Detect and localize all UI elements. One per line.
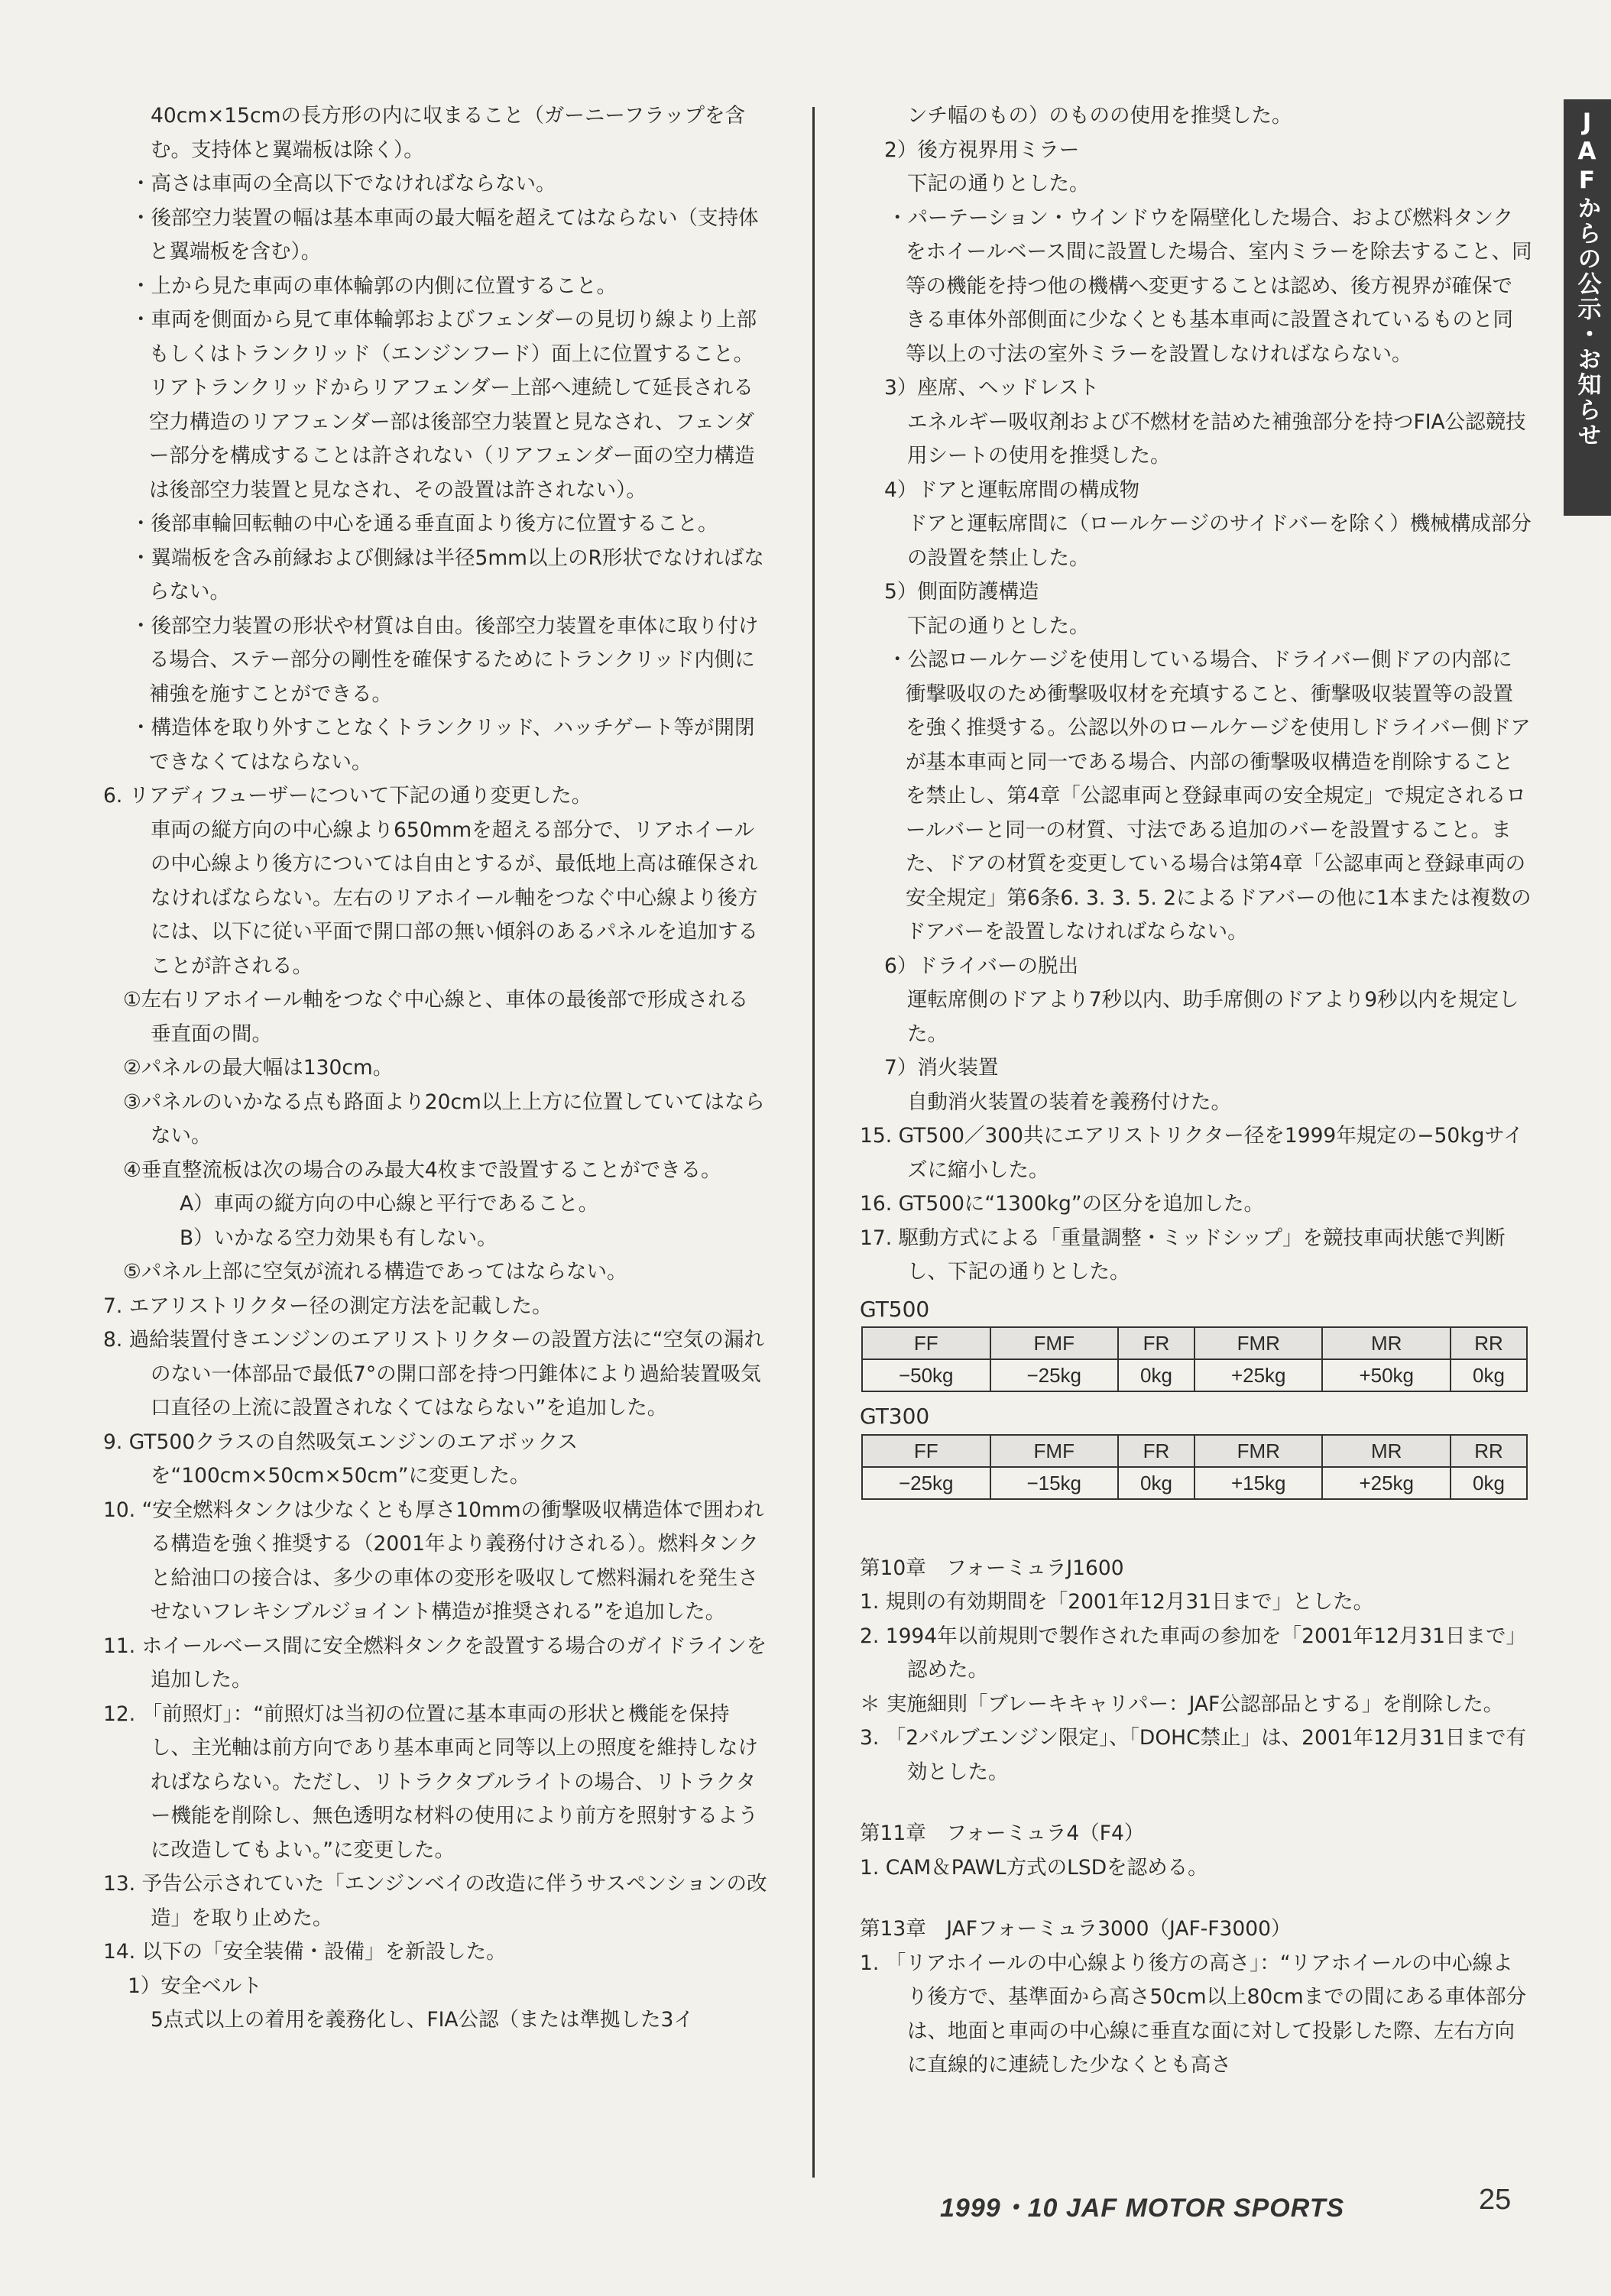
table-cell: +25kg [1194,1359,1323,1391]
table-header-cell: MR [1322,1435,1451,1467]
table-header-cell: FMR [1194,1327,1323,1359]
paragraph: 5点式以上の着用を義務化し、FIA公認（または準拠した3イ [151,2008,694,2032]
paragraph: 運転席側のドアより7秒以内、助手席側のドアより9秒以内を規定した。 [907,988,1519,1046]
gt500-table-label: GT500 [860,1296,930,1322]
paragraph: ・翼端板を含み前縁および側縁は半径5mm以上のR形状でなければならない。 [131,546,764,604]
gt300-table-label: GT300 [860,1404,930,1429]
paragraph: 7）消火装置 [884,1056,999,1080]
paragraph: 2）後方視界用ミラー [884,138,1080,162]
paragraph: 5）側面防護構造 [884,580,1039,604]
table-row [862,1467,1527,1499]
paragraph: 3. 「2バルブエンジン限定」、「DOHC禁止」は、2001年12月31日まで有効とした。 [860,1726,1526,1784]
table-cell: −25kg [990,1359,1119,1391]
right-column-bottom [860,1507,1532,2083]
paragraph: 10. “安全燃料タンクは少なくとも厚さ10mmの衝撃吸収構造体で囲われる構造を強く推奨する（2001年より義務付けされる）。燃料タンクと給油口の接合は、多少の車体の変形を吸収して燃料漏れを発生させないフレキシブルジョイント構造が推奨される”を追加した。 [103,1498,764,1624]
table-header-cell: FMR [1194,1435,1323,1467]
page-number: 25 [1479,2184,1512,2216]
paragraph: 11. ホイールベース間に安全燃料タンクを設置する場合のガイドラインを追加した。 [103,1634,767,1692]
table-cell: 0kg [1451,1467,1527,1499]
paragraph: 12. 「前照灯」：“前照灯は当初の位置に基本車両の形状と機能を保持し、主光軸は前方向であり基本車両と同等以上の照度を維持しなければならない。ただし、リトラクタブルライトの場合、リトラクター機能を削除し、無色透明な材料の使用により前方を照射するように改造してもよい。”に変更した。 [103,1702,758,1862]
table-header-cell: FMF [990,1435,1119,1467]
paragraph: 14. 以下の「安全装備・設備」を新設した。 [103,1940,507,1964]
table-cell: 0kg [1118,1467,1194,1499]
paragraph: 17. 駆動方式による「重量調整・ミッドシップ」を競技車両状態で判断し、下記の通りとした。 [860,1226,1506,1284]
paragraph: ・車両を側面から見て車体輪郭およびフェンダーの見切り線より上部もしくはトランクリッド（エンジンフード）面上に位置すること。リアトランクリッドからリアフェンダー上部へ連続して延長される空力構造のリアフェンダー部は後部空力装置と見なされ、フェンダー部分を構成することは許されない（リアフェンダー面の空力構造は後部空力装置と見なされ、その設置は許されない）。 [131,308,757,502]
chapter-heading: 第10章 フォーミュラJ1600 [860,1556,1124,1580]
paragraph: ①左右リアホイール軸をつなぐ中心線と、車体の最後部で形成される垂直面の間。 [123,988,749,1046]
paragraph: 車両の縦方向の中心線より650mmを超える部分で、リアホイールの中心線より後方については自由とするが、最低地上高は確保されなければならない。左右のリアホイール軸をつなぐ中心線より後方には、以下に従い平面で開口部の無い傾斜のあるパネルを追加することが許される。 [151,818,758,978]
paragraph: ②パネルの最大幅は130cm。 [123,1056,394,1080]
paragraph: 1. 「リアホイールの中心線より後方の高さ」：“リアホイールの中心線より後方で、基準面から高さ50cm以上80cmまでの間にある車体部分は、地面と車両の中心線に垂直な面に対して投影した際、左右方向に直線的に連続した少なくとも高さ [860,1951,1527,2077]
table-header-cell: RR [1451,1435,1527,1467]
paragraph: 8. 過給装置付きエンジンのエアリストリクターの設置方法に“空気の漏れのない一体部品で最低7°の開口部を持つ円錐体により過給装置吸気口直径の上流に設置されなくてはならない”を追加した。 [103,1328,764,1420]
gt300-weight-table [861,1434,1528,1500]
table-cell: −15kg [990,1467,1119,1499]
table-row [862,1359,1527,1391]
paragraph: ③パネルのいかなる点も路面より20cm以上上方に位置していてはならない。 [123,1090,765,1148]
table-cell: −50kg [862,1359,990,1391]
section-tab [1564,99,1611,516]
paragraph: ドアと運転席間に（ロールケージのサイドバーを除く）機械構成部分の設置を禁止した。 [907,512,1532,570]
paragraph: 16. GT500に“1300kg”の区分を追加した。 [860,1192,1264,1216]
table-header-row [862,1435,1527,1467]
chapter-heading: 第11章 フォーミュラ4（F4） [860,1822,1145,1845]
paragraph: 15. GT500／300共にエアリストリクター径を1999年規定の−50kgサイズに縮小した。 [860,1124,1524,1182]
table-header-cell: FF [862,1327,990,1359]
table-header-row [862,1327,1527,1359]
paragraph: ⑤パネル上部に空気が流れる構造であってはならない。 [123,1260,627,1284]
chapter-heading: 第13章 JAFフォーミュラ3000（JAF-F3000） [860,1917,1292,1941]
paragraph: 4）ドアと運転席間の構成物 [884,478,1140,502]
table-header-cell: FR [1118,1435,1194,1467]
right-column [860,99,1532,2083]
spacer [860,1507,1532,1524]
table-header-cell: MR [1322,1327,1451,1359]
paragraph: 自動消火装置の装着を義務付けた。 [907,1090,1231,1114]
paragraph: 6）ドライバーの脱出 [884,954,1079,978]
paragraph: ④垂直整流板は次の場合のみ最大4枚まで設置することができる。 [123,1158,721,1182]
table-cell: −25kg [862,1467,990,1499]
paragraph: 3）座席、ヘッドレスト [884,376,1100,400]
paragraph: ・上から見た車両の車体輪郭の内側に位置すること。 [131,274,617,298]
table-cell: +15kg [1194,1467,1323,1499]
section-tab-label: JAFからの公示・お知らせ [1573,108,1601,448]
table-header-cell: FR [1118,1327,1194,1359]
paragraph: 1. CAM＆PAWL方式のLSDを認める。 [860,1855,1208,1880]
paragraph: ンチ幅のもの）のものの使用を推奨した。 [907,104,1292,128]
paragraph: 6. リアディフューザーについて下記の通り変更した。 [103,784,592,808]
paragraph: 下記の通りとした。 [907,172,1090,196]
gt500-weight-table [861,1326,1528,1392]
paragraph: ・後部空力装置の幅は基本車両の最大幅を超えてはならない（支持体と翼端板を含む）。 [131,206,759,264]
table-header-cell: RR [1451,1327,1527,1359]
column-divider [812,107,815,2178]
paragraph: A）車両の縦方向の中心線と平行であること。 [180,1192,599,1216]
paragraph: 1. 規則の有効期間を「2001年12月31日まで」とした。 [860,1590,1374,1614]
footer-magazine-title: 1999・10 JAF MOTOR SPORTS [940,2194,1345,2223]
table-cell: 0kg [1118,1359,1194,1391]
paragraph: ・公認ロールケージを使用している場合、ドライバー側ドアの内部に衝撃吸収のため衝撃吸収材を充填すること、衝撃吸収装置等の設置を強く推奨する。公認以外のロールケージを使用しドライバー側ドアが基本車両と同一である場合、内部の衝撃吸収構造を削除することを禁止し、第4章「公認車両と登録車両の安全規定」で規定されるロールバーと同一の材質、寸法である追加のバーを設置すること。また、ドアの材質を変更している場合は第4章「公認車両と登録車両の安全規定」第6条6. 3. 3. 5. 2によるドアバーの他に1本または複数のドアバーを設置しなければならない。 [887,648,1532,944]
paragraph: 40cm×15cmの長方形の内に収まること（ガーニーフラップを含む。支持体と翼端板は除く）。 [151,104,746,162]
right-column-top [860,99,1532,1290]
table-cell: 0kg [1451,1359,1527,1391]
table-cell: +25kg [1322,1467,1451,1499]
paragraph: ・後部車輪回転軸の中心を通る垂直面より後方に位置すること。 [131,512,718,536]
paragraph: ・後部空力装置の形状や材質は自由。後部空力装置を車体に取り付ける場合、ステー部分の剛性を確保するためにトランクリッド内側に補強を施すことができる。 [131,614,759,706]
paragraph: 2. 1994年以前規則で製作された車両の参加を「2001年12月31日まで」認めた。 [860,1624,1527,1682]
paragraph: ・高さは車両の全高以下でなければならない。 [131,172,556,196]
paragraph: 7. エアリストリクター径の測定方法を記載した。 [103,1294,553,1318]
paragraph: 9. GT500クラスの自然吸気エンジンのエアボックスを“100cm×50cm×50cm”に変更した。 [103,1430,579,1488]
paragraph: ＊ 実施細則「ブレーキキャリパー：JAF公認部品とする」を削除した。 [860,1692,1504,1716]
paragraph: 13. 予告公示されていた「エンジンベイの改造に伴うサスペンションの改造」を取り止めた。 [103,1872,767,1930]
paragraph: 下記の通りとした。 [907,614,1090,638]
table-cell: +50kg [1322,1359,1451,1391]
paragraph: エネルギー吸収剤および不燃材を詰めた補強部分を持つFIA公認競技用シートの使用を推奨した。 [907,410,1526,468]
paragraph: ・構造体を取り外すことなくトランクリッド、ハッチゲート等が開閉できなくてはならない。 [131,716,755,774]
table-header-cell: FF [862,1435,990,1467]
paragraph: B）いかなる空力効果も有しない。 [180,1226,498,1250]
paragraph: ・パーテーション・ウインドウを隔壁化した場合、および燃料タンクをホイールベース間に設置した場合、室内ミラーを除去すること、同等の機能を持つ他の機構へ変更することは認め、後方視界が確保できる車体外部側面に少なくとも基本車両に設置されているものと同等以上の寸法の室外ミラーを設置しなければならない。 [887,206,1532,366]
table-header-cell: FMF [990,1327,1119,1359]
left-column [103,99,768,2038]
paragraph: 1）安全ベルト [128,1974,262,1998]
